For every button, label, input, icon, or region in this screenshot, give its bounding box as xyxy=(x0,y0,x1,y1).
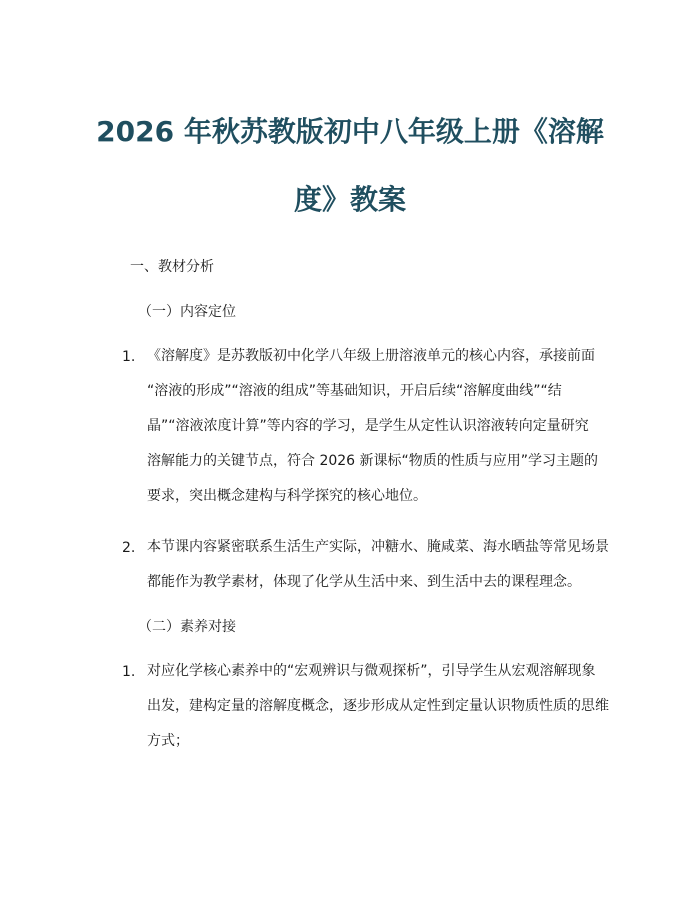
subsection-heading-content-position: （一）内容定位 xyxy=(138,304,236,320)
paragraph-line: 《溶解度》是苏教版初中化学八年级上册溶液单元的核心内容，承接前面 xyxy=(147,348,595,364)
list-item-paragraph xyxy=(147,339,637,514)
document-title-line-2: 度》教案 xyxy=(293,183,406,216)
paragraph-line: 方式； xyxy=(147,733,189,749)
subsection-heading-competency-alignment: （二）素养对接 xyxy=(138,619,236,635)
list-item-number: 1. xyxy=(122,349,136,365)
list-item-paragraph xyxy=(147,530,637,600)
list-item-number: 2. xyxy=(122,540,136,556)
paragraph-line: 要求，突出概念建构与科学探究的核心地位。 xyxy=(147,488,427,504)
list-item-number: 1. xyxy=(122,664,136,680)
paragraph-line: 都能作为教学素材，体现了化学从生活中来、到生活中去的课程理念。 xyxy=(147,574,581,590)
paragraph-line: 对应化学核心素养中的“宏观辨识与微观探析”，引导学生从宏观溶解现象 xyxy=(147,663,596,679)
paragraph-line: “溶液的形成”“溶液的组成”等基础知识，开启后续“溶解度曲线”“结 xyxy=(147,383,562,399)
paragraph-line: 溶解能力的关键节点，符合 2026 新课标“物质的性质与应用”学习主题的 xyxy=(147,453,599,469)
paragraph-line: 本节课内容紧密联系生活生产实际，冲糖水、腌咸菜、海水晒盐等常见场景 xyxy=(147,539,609,555)
section-heading-textbook-analysis: 一、教材分析 xyxy=(130,259,214,275)
document-title-line-1: 2026 年秋苏教版初中八年级上册《溶解 xyxy=(96,115,604,148)
paragraph-line: 晶”“溶液浓度计算”等内容的学习，是学生从定性认识溶液转向定量研究 xyxy=(147,418,589,434)
list-item-paragraph xyxy=(147,654,637,759)
paragraph-line: 出发，建构定量的溶解度概念，逐步形成从定性到定量认识物质性质的思维 xyxy=(147,698,609,714)
